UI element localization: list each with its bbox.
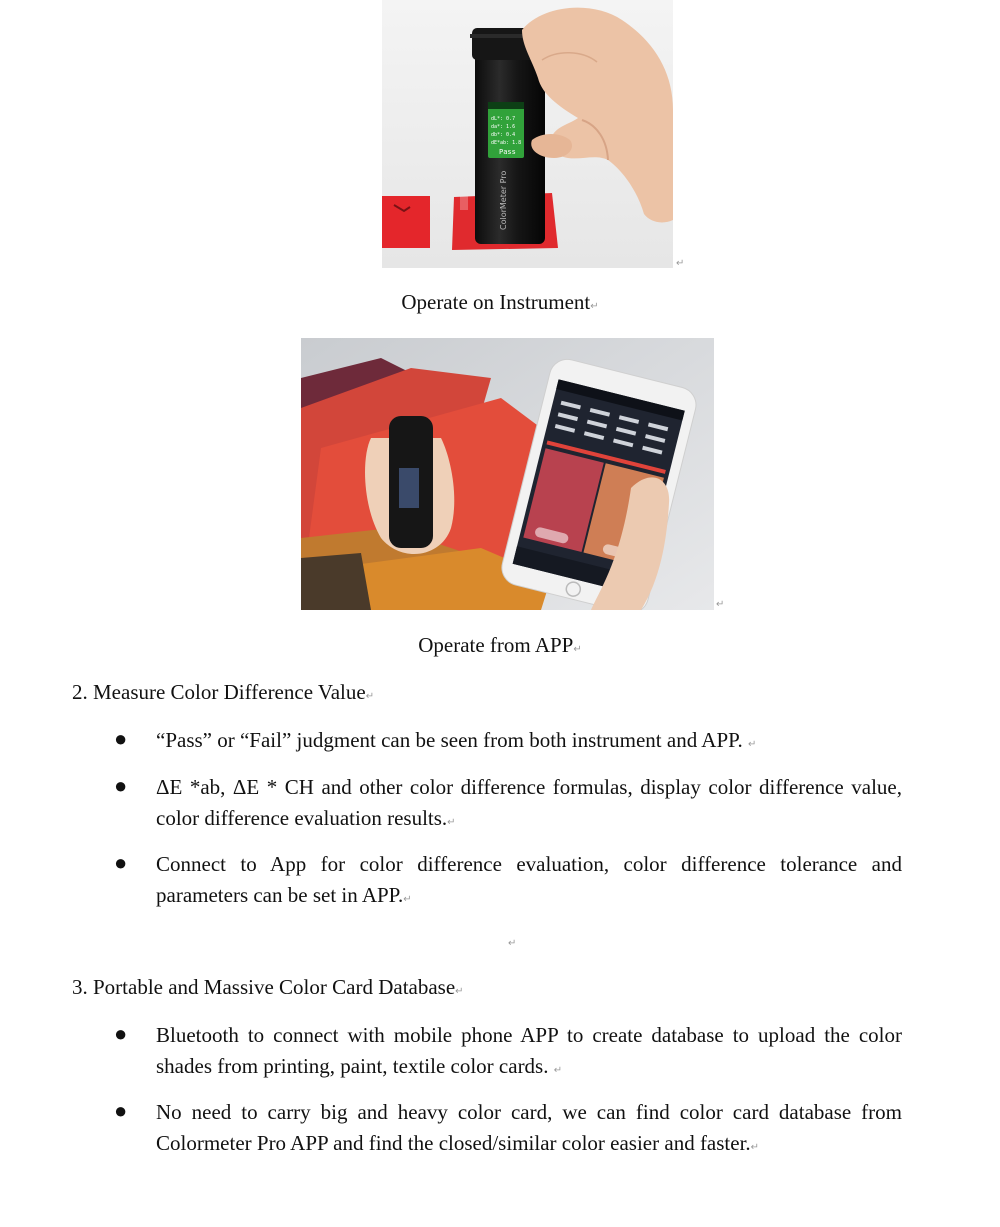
screen-line-1: dL*: 0.7 bbox=[491, 116, 516, 122]
bullet-item bbox=[156, 1097, 902, 1163]
paragraph-mark: ↵ bbox=[573, 644, 582, 655]
paragraph-mark: ↵ bbox=[508, 938, 517, 949]
bullet-item bbox=[156, 772, 902, 838]
caption-app-text: Operate from APP bbox=[418, 633, 574, 657]
screen-status: Pass bbox=[499, 148, 516, 156]
caption-instrument bbox=[0, 290, 1000, 315]
screen-line-4: dE*ab: 1.8 bbox=[491, 140, 522, 146]
paragraph-mark: ↵ bbox=[590, 301, 599, 312]
bullet-text: No need to carry big and heavy color card, we can find color card database from Colormeter Pro APP and find the closed/similar color easier and faster. bbox=[156, 1100, 902, 1155]
section-heading-text: 3. Portable and Massive Color Card Database bbox=[72, 975, 456, 999]
screen-line-2: da*: 1.6 bbox=[491, 124, 516, 130]
paragraph-mark: ↵ bbox=[403, 894, 412, 905]
section-heading-text: 2. Measure Color Difference Value bbox=[72, 680, 366, 704]
section-heading bbox=[72, 680, 374, 705]
paragraph-mark: ↵ bbox=[447, 817, 456, 828]
bullet-text: ΔE *ab, ΔE * CH and other color difference formulas, display color difference value, color difference evaluation results. bbox=[156, 775, 902, 830]
app-photo bbox=[301, 338, 714, 610]
bullet-icon: ● bbox=[114, 1021, 128, 1046]
bullet-item bbox=[156, 1020, 902, 1086]
bullet-icon: ● bbox=[114, 726, 128, 751]
paragraph-mark: ↵ bbox=[750, 1142, 760, 1153]
section-heading bbox=[72, 975, 464, 1000]
bullet-text: Bluetooth to connect with mobile phone APP to create database to upload the color shades from printing, paint, textile color cards. bbox=[156, 1023, 902, 1078]
bullet-icon: ● bbox=[114, 773, 128, 798]
paragraph-mark: ↵ bbox=[676, 258, 685, 269]
bullet-text: “Pass” or “Fail” judgment can be seen from both instrument and APP. bbox=[156, 728, 743, 752]
bullet-icon: ● bbox=[114, 850, 128, 875]
paragraph-mark: ↵ bbox=[365, 691, 375, 702]
instrument-photo bbox=[382, 0, 673, 268]
paragraph-mark: ↵ bbox=[747, 739, 757, 750]
bullet-icon: ● bbox=[114, 1098, 128, 1123]
instrument-illustration bbox=[382, 0, 673, 268]
device-brand-text: ColorMeter Pro bbox=[499, 170, 508, 230]
app-illustration bbox=[301, 338, 714, 610]
caption-app bbox=[0, 633, 1000, 658]
caption-instrument-text: Operate on Instrument bbox=[401, 290, 591, 314]
screen-line-3: db*: 0.4 bbox=[491, 132, 516, 138]
paragraph-mark: ↵ bbox=[716, 599, 725, 610]
bullet-item bbox=[156, 849, 902, 915]
paragraph-mark: ↵ bbox=[455, 986, 464, 997]
bullet-text: Connect to App for color difference evaluation, color difference tolerance and parameters can be set in APP. bbox=[156, 852, 902, 907]
bullet-item bbox=[156, 725, 902, 760]
paragraph-mark: ↵ bbox=[553, 1065, 563, 1076]
